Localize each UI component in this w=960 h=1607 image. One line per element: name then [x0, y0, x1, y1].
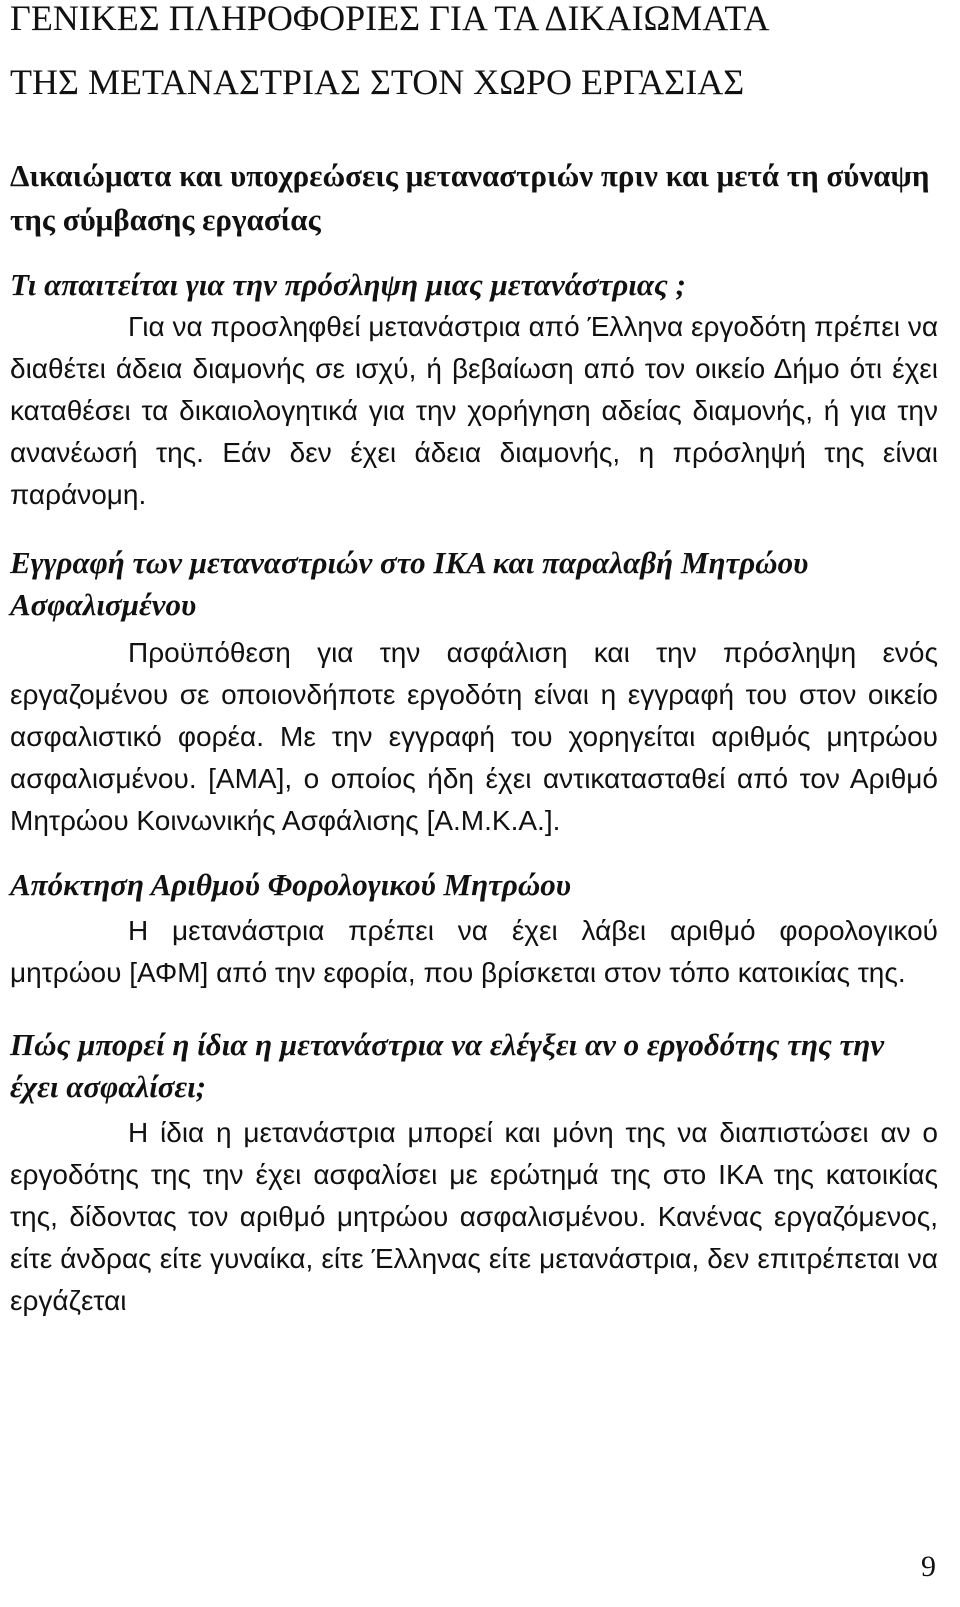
page-number: 9	[921, 1550, 936, 1583]
subheading-ika-registration: Εγγραφή των μεταναστριών στο ΙΚΑ και παραλαβή Μητρώου Ασφαλισμένου	[10, 545, 809, 622]
subheading-insurance-check: Πώς μπορεί η ίδια η μετανάστρια να ελέγξει αν ο εργοδότης της την έχει ασφαλίσει;	[10, 1027, 885, 1104]
subheading-hiring: Τι απαιτείται για την πρόσληψη μιας μετανάστριας ;	[10, 267, 686, 302]
paragraph-tax-number: Η μετανάστρια πρέπει να έχει λάβει αριθμό φορολογικού μητρώου [ΑΦΜ] από την εφορία, που βρίσκεται στον τόπο κατοικίας της.	[10, 915, 938, 988]
section-heading: Δικαιώματα και υποχρεώσεις μεταναστριών πριν και μετά τη σύναψη της σύμβασης εργασίας	[10, 158, 930, 237]
paragraph-ika-registration: Προϋπόθεση για την ασφάλιση και την πρόσληψη ενός εργαζομένου σε οποιονδήποτε εργοδότη είναι η εγγραφή του στον οικείο ασφαλιστικό φορέα. Με την εγγραφή του χορηγείται αριθμός μητρώου ασφαλισμένου. [ΑΜΑ], ο οποίος ήδη έχει αντικατασταθεί από τον Αριθμό Μητρώου Κοινωνικής Ασφάλισης [Α.Μ.Κ.Α.].	[10, 637, 938, 836]
title-line-1: ΓΕΝΙΚΕΣ ΠΛΗΡΟΦΟΡΙΕΣ ΓΙΑ ΤΑ ΔΙΚΑΙΩΜΑΤΑ	[10, 0, 770, 38]
title-line-2: ΤΗΣ ΜΕΤΑΝΑΣΤΡΙΑΣ ΣΤΟΝ ΧΩΡΟ ΕΡΓΑΣΙΑΣ	[10, 62, 745, 102]
page-title	[10, 0, 938, 114]
paragraph-hiring: Για να προσληφθεί μετανάστρια από Έλληνα εργοδότη πρέπει να διαθέτει άδεια διαμονής σε ισχύ, ή βεβαίωση από τον οικείο Δήμο ότι έχει καταθέσει τα δικαιολογητικά για την χορήγηση αδείας διαμονής, ή για την ανανέωσή της. Εάν δεν έχει άδεια διαμονής, η πρόσληψή της είναι παράνομη.	[10, 311, 938, 510]
paragraph-insurance-check: Η ίδια η μετανάστρια μπορεί και μόνη της να διαπιστώσει αν ο εργοδότης της την έχει ασφαλίσει με ερώτημά της στο ΙΚΑ της κατοικίας της, δίδοντας τον αριθμό μητρώου ασφαλισμένου. Κανένας εργαζόμενος, είτε άνδρας είτε γυναίκα, είτε Έλληνας είτε μετανάστρια, δεν επιτρέπεται να εργάζεται	[10, 1117, 938, 1316]
subheading-tax-number: Απόκτηση Αριθμού Φορολογικού Μητρώου	[10, 867, 571, 902]
document-page	[10, 0, 938, 1322]
